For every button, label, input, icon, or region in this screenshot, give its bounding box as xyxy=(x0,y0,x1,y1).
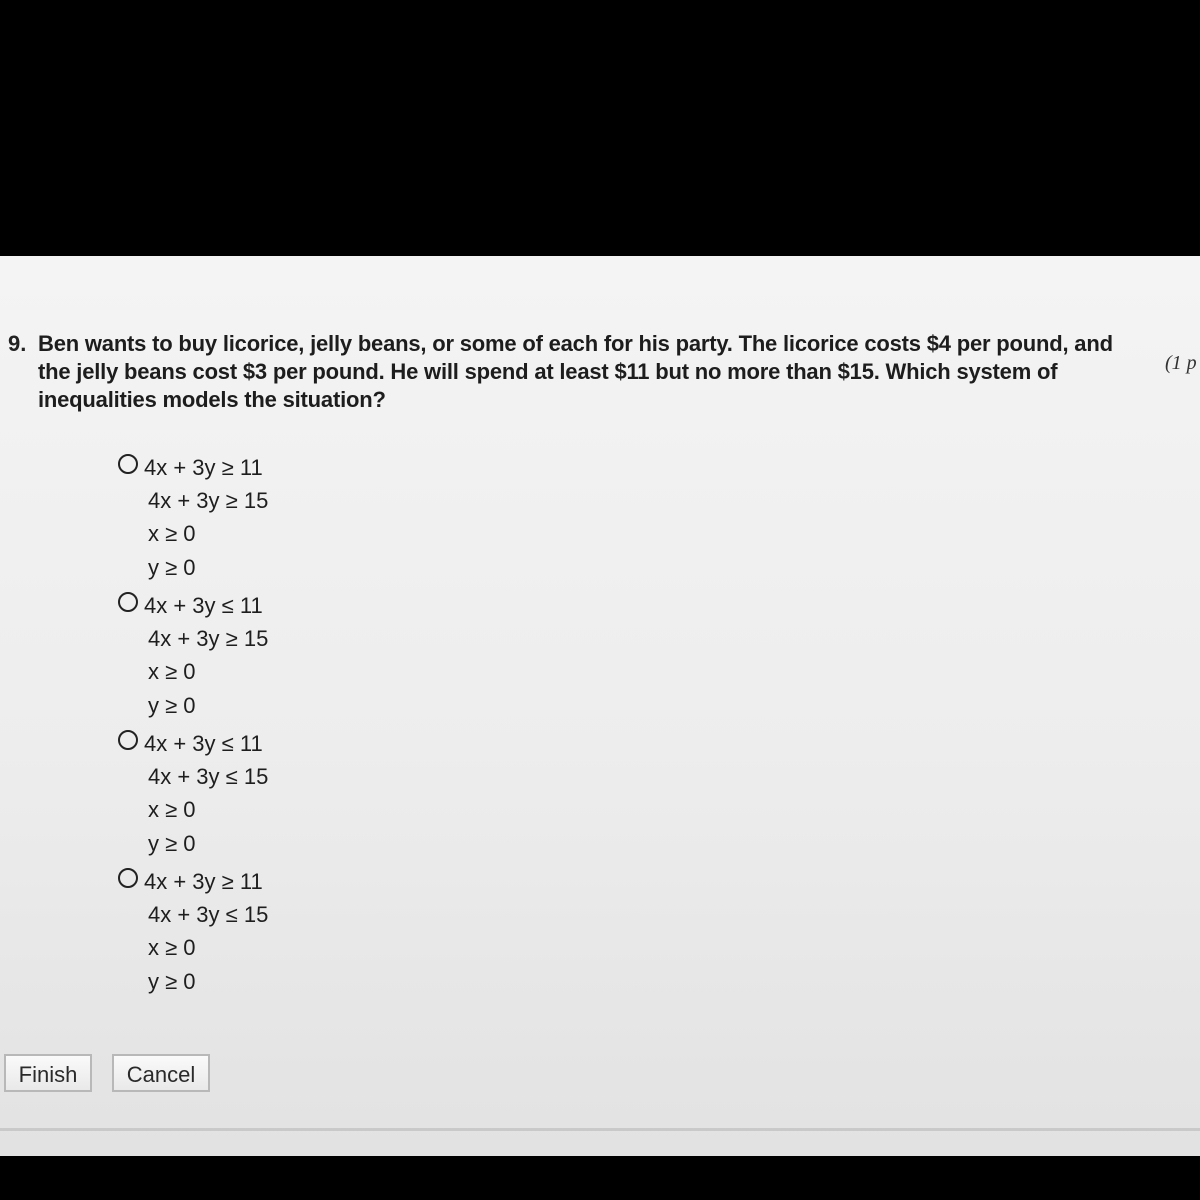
inequality-line: x ≥ 0 xyxy=(148,935,196,960)
inequality-line: 4x + 3y ≥ 15 xyxy=(148,626,269,651)
question-text: Ben wants to buy licorice, jelly beans, or some of each for his party. The licorice costs $4 per pound, and the jelly beans cost $3 per pound. He will spend at least $11 but no more than $15. Which system of inequalities models the situation? xyxy=(38,331,1113,412)
inequality-line: 4x + 3y ≤ 15 xyxy=(148,902,269,927)
inequality-line: y ≥ 0 xyxy=(148,969,196,994)
finish-button[interactable]: Finish xyxy=(4,1054,92,1092)
inequality-line: x ≥ 0 xyxy=(148,659,196,684)
inequality-line: y ≥ 0 xyxy=(148,693,196,718)
inequality-line: y ≥ 0 xyxy=(148,555,196,580)
points-label: (1 p xyxy=(1165,352,1197,374)
inequality-line: x ≥ 0 xyxy=(148,521,196,546)
question-number: 9. xyxy=(8,331,27,356)
inequality-line: 4x + 3y ≥ 11 xyxy=(144,869,263,894)
inequality-line: 4x + 3y ≤ 11 xyxy=(144,593,263,618)
inequality-line: x ≥ 0 xyxy=(148,797,196,822)
inequality-line: 4x + 3y ≤ 11 xyxy=(144,731,263,756)
inequality-line: 4x + 3y ≥ 11 xyxy=(144,455,263,480)
radio-button-b[interactable] xyxy=(118,592,138,612)
inequality-line: 4x + 3y ≤ 15 xyxy=(148,764,269,789)
question-block xyxy=(8,330,1158,414)
inequality-line: 4x + 3y ≥ 15 xyxy=(148,488,269,513)
divider xyxy=(0,1128,1200,1131)
radio-button-a[interactable] xyxy=(118,454,138,474)
inequality-line: y ≥ 0 xyxy=(148,831,196,856)
radio-button-d[interactable] xyxy=(118,868,138,888)
radio-button-c[interactable] xyxy=(118,730,138,750)
cancel-button[interactable]: Cancel xyxy=(112,1054,210,1092)
